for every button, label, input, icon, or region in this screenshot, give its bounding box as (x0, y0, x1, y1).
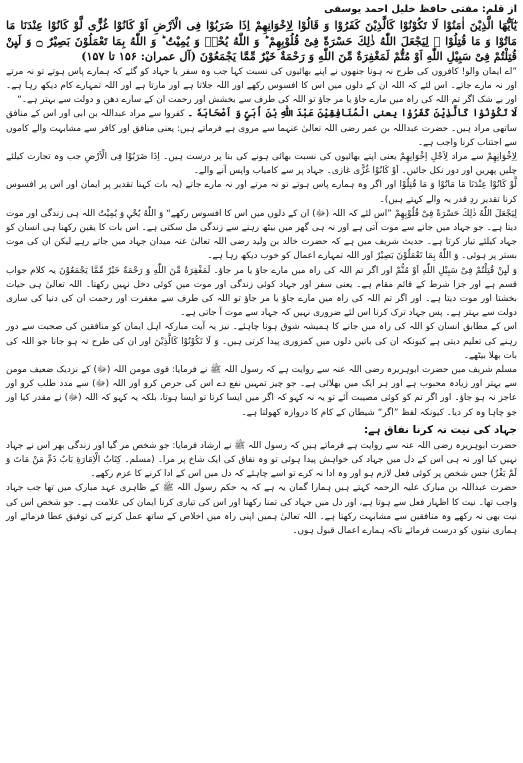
hadith-paragraph: حضرت ابوہریرہ رضی اللہ عنہ سے روایت ہے فرماتے ہیں کہ رسول اللہ ﷺ نے ارشاد فرمایا: جو شخص مر گیا اور زندگی بھر اس نے جہاد نہیں کیا اور نہ ہی اس کے دل میں جہاد کی خواہش پیدا ہوئی تو وہ نفاق کی ایک شاخ پر مرا۔ (مسلم۔ كِتَابُ الْاِمَارَةِ بَابُ ذَمِّ مَنْ مَاتَ وَ لَمْ یَغْزُ) جس شخص پر کوئی فعل لازم ہو اور وہ ادا نہ کرے تو اسے چاہئے کہ دل میں اس کے ادا کرنے کا عزم رکھے۔ (6, 440, 517, 480)
commentary-paragraph: لِیَجْعَلَ اللّٰهُ ذٰلِكَ حَسْرَةً فِیْ قُلُوْبِهِمْ ”اس لئے کہ اللہ (ﷻ) ان کے دلوں میں اس کا افسوس رکھے“ وَ اللّٰهُ یُحْیٖ وَ یُمِیْتُ اللہ ہی زندگی اور موت دیتا ہے۔ جو جہاد میں جانے سے موت آتی ہے اور نہ ہی گھر میں بیٹھ رہنے سے زندگی مل سکتی ہے۔ اس بات کا یقین رکھنا ہی انسان کو جہاد کیلئے تیار کرتا ہے۔ حدیث شریف میں ہے کہ حضرت خالد بن ولید رضی اللہ تعالیٰ عنہ میدان جہاد میں جاتے رہے لیکن ان کی موت بستر پر ہوئی۔ وَ اللّٰهُ بِمَا تَعْمَلُوْنَ بَصِیْرٌ اور اللہ تمہارے اعمال کو خوب دیکھ رہا ہے۔ (6, 208, 517, 262)
translation-paragraph: ”اے ایمان والو! کافروں کی طرح نہ ہونا جنھوں نے اپنے بھائیوں کی نسبت کہا جب وہ سفر یا جہاد کو گئے کہ ہمارے پاس ہوتے تو نہ مرتے اور نہ مارے جاتے۔ اس لئے کہ اللہ ان کے دلوں میں اس کا افسوس رکھے اور اللہ جلاتا ہے اور مارتا ہے اور اللہ تمہارے کام دیکھ رہا ہے۔ اور بے شک اگر تم اللہ کی راہ میں مارے جاؤ یا مر جاؤ تو اللہ کی طرف سے بخشش اور رحمت ان کے سارے دھن و دولت سے بہتر ہے۔“ (6, 66, 517, 106)
commentary-paragraph: اس کے مطابق انسان کو اللہ کی راہ میں جانے کا ہمیشہ شوق ہونا چاہئے۔ نیز یہ آیت مبارکہ اہل ایمان کو منافقین کی صحبت سے دور رہنے کی تعلیم دیتی ہے کیونکہ ان کی باتیں دلوں میں کمزوری پیدا کرتی ہیں۔ وَ لَا تَكُوْنُوْا كَالَّذِیْنَ اور ان کی طرح نہ ہو جانا جو اللہ کی بات بھلا بیٹھے۔ (6, 322, 517, 361)
commentary-paragraph: لَّوْ كَانُوْا عِنْدَنَا مَا مَاتُوْا وَ مَا قُتِلُوْا اور اگر وہ ہمارے پاس ہوتے تو نہ مرتے اور نہ مارے جاتے (یہ بات کہنا تقدیر پر ایمان اور اس پر افسوس کرنا تقدیر ردِ قدر یہ والے کہتے ہیں)۔ (6, 180, 517, 205)
arabic-quote: لَا تَكُوْنُوْا كَالَّذِیْنَ كَفَرُوْا یعنی الْمُنَافِقِیْنَ عَبْدَ اللّٰهِ بْنَ اُبَیٍّ وَ اَصْحَابَهٗ ۔ (187, 108, 518, 120)
quran-verse: یٰٓاَیُّهَا الَّذِیْنَ اٰمَنُوْا لَا تَكُوْنُوْا كَالَّذِیْنَ كَفَرُوْا وَ قَالُوْا لِاِخْوَانِهِمْ اِذَا ضَرَبُوْا فِی الْاَرْضِ اَوْ كَانُوْا غُزًّى لَّوْ كَانُوْا عِنْدَنَا مَا مَاتُوْا وَ مَا قُتِلُوْا ۚ لِیَجْعَلَ اللّٰهُ ذٰلِكَ حَسْرَةً فِیْ قُلُوْبِهِمْ ؕ وَ اللّٰهُ یُحْیٖ وَ یُمِیْتُ ؕ وَ اللّٰهُ بِمَا تَعْمَلُوْنَ بَصِیْرٌ ۝ وَ لَىِٕنْ قُتِلْتُمْ فِیْ سَبِیْلِ اللّٰهِ اَوْ مُتُّمْ لَمَغْفِرَةٌ مِّنَ اللّٰهِ وَ رَحْمَةٌ خَیْرٌ مِّمَّا یَجْمَعُوْنَ (آل عمران: ۱۵۶ تا ۱۵۷) (6, 18, 517, 64)
commentary-paragraph: وَ لَىِٕنْ قُتِلْتُمْ فِیْ سَبِیْلِ اللّٰهِ اَوْ مُتُّمْ اور اگر تم اللہ کی راہ میں مارے جاؤ یا مر جاؤ۔ لَمَغْفِرَةٌ مِّنَ اللّٰهِ وَ رَحْمَةٌ خَیْرٌ مِّمَّا یَجْمَعُوْنَ یہ کلام جواب قسم ہے اور جزا شرط کے قائم مقام ہے۔ یعنی سفر اور جہاد کوئی زندگی اور موت میں کوئی دخل نہیں رکھتا۔ اللہ تعالیٰ ہی حیات بخشتا اور موت دیتا ہے۔ اور اگر تم اللہ کی راہ میں مارے جاؤ یا مر جاؤ تو اللہ کی طرف سے مغفرت اور رحمت ان کی دنیا کی ساری دولت سے بہتر ہے۔ پس جہاد ترک کرنا اس لئے ضروری نہیں کہ جہاد سے موت آ جاتی ہے۔ (6, 265, 517, 319)
section-heading: جہاد کی نیت نہ کرنا نفاق ہے: (363, 423, 517, 436)
commentary-paragraph: لِاِخْوَانِهِمْ سے مراد لِاَجْلِ اِخْوَانِهِمْ یعنی اپنے بھائیوں کی نسبت بھائی ہونے کی بنا پر درست ہیں۔ اِذَا ضَرَبُوْا فِی الْاَرْضِ جب وہ تجارت کیلئے چلیں پھریں اور دور نکل جائیں۔ اَوْ كَانُوْا غُزًّى غازی۔ جہاد پر سے کامیاب واپس آنے والے۔ (6, 152, 517, 177)
closing-paragraph: حضرت عبداللہ بن مبارک علیہ الرحمہ کہتے ہیں ہمارا گمان یہ ہے کہ یہ حکم رسول اللہ ﷺ کے ظاہری عہد مبارک میں تھا جب جہاد واجب تھا۔ نیت کا اظہار فعل سے ہوتا ہے، اور دل میں جہاد کی تمنا رکھنا اور اس کی تیاری کرنا ایمان کی علامت ہے۔ جو شخص اس کی نیت بھی نہ رکھے وہ منافقین سے مشابہت رکھتا ہے۔ اللہ تعالیٰ ہمیں اپنی راہ میں اخلاص کے ساتھ عمل کرنے کی توفیق عطا فرمائے اور ہماری نیتوں کو درست فرمائے تاکہ ہمارے اعمال قبول ہوں۔ (6, 483, 517, 537)
hadith-paragraph: مسلم شریف میں حضرت ابوہریرہ رضی اللہ عنہ سے روایت ہے کہ رسول اللہ ﷺ نے فرمایا: قوی مومن اللہ (ﷻ) کے نزدیک ضعیف مومن سے بہتر اور زیادہ محبوب ہے اور ہر ایک میں بھلائی ہے۔ جو چیز تمہیں نفع دے اس کی حرص کرو اور اللہ (ﷻ) سے مدد طلب کرو اور عاجز نہ ہو جاؤ۔ اور اگر تم کو کوئی مصیبت آئے تو یہ نہ کہو کہ اگر میں ایسا کرتا تو ایسا ہوتا، بلکہ یہ کہو کہ اللہ (ﷻ) نے مقدر کیا اور جو چاہا وہ کر دیا۔ کیونکہ لفظ ”اگر“ شیطان کے کام کا دروازہ کھولتا ہے۔ (6, 365, 517, 418)
commentary-paragraph (6, 107, 517, 150)
author-byline: از قلم: مفتی حافظ خلیل احمد یوسفی (324, 4, 517, 15)
commentary-text: کفروا سے مراد عبداللہ بن ابی اور اس کے منافق ساتھی مراد ہیں۔ حضرت عبداللہ بن عمر رضی اللہ تعالیٰ عنہما سے مروی ہے فرماتے ہیں: یعنی منافق اور کافر سے مشابہت والے کاموں سے اجتناب کرنا واجب ہے۔ (6, 109, 517, 148)
